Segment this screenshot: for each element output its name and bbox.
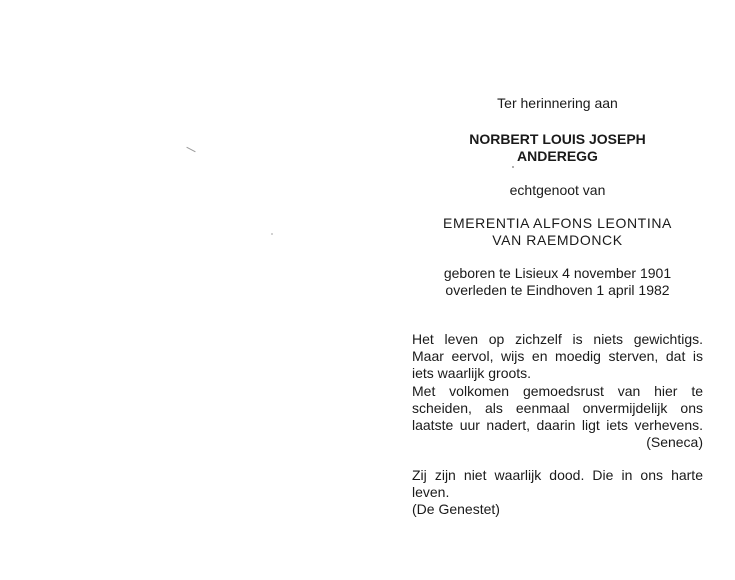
card-text-page bbox=[405, 0, 710, 580]
death-date-line: overleden te Eindhoven 1 april 1982 bbox=[445, 282, 670, 298]
deceased-name-line: NORBERT LOUIS JOSEPH bbox=[469, 131, 646, 147]
spouse-name bbox=[405, 215, 710, 249]
birth-date-line: geboren te Lisieux 4 november 1901 bbox=[443, 265, 672, 281]
genestet-quote bbox=[412, 467, 703, 519]
quote-attribution: (Seneca) bbox=[646, 434, 703, 451]
quote-line: leven. bbox=[412, 484, 450, 501]
quote-line: Zij zijn niet waarlijk dood. Die in ons harte bbox=[412, 467, 703, 483]
quote-line: scheiden, als eenmaal onvermijdelijk ons bbox=[412, 399, 703, 416]
relation-text: echtgenoot van bbox=[509, 182, 606, 198]
quote-attribution: (De Genestet) bbox=[412, 501, 500, 518]
scan-speck bbox=[512, 166, 514, 168]
deceased-name bbox=[405, 131, 710, 165]
deceased-name-line: ANDEREGG bbox=[517, 148, 598, 164]
quote-line: iets waarlijk groots. bbox=[412, 365, 532, 382]
spouse-name-line: VAN RAEMDONCK bbox=[492, 232, 623, 248]
quote-line: Met volkomen gemoedsrust van hier te bbox=[412, 382, 703, 399]
life-dates bbox=[405, 265, 710, 299]
quote-line: Maar eervol, wijs en moedig sterven, dat is bbox=[412, 348, 703, 365]
quote-line: Het leven op zichzelf is niets gewichtigs. bbox=[412, 331, 703, 347]
scan-speck bbox=[186, 147, 195, 153]
intro-text: Ter herinnering aan bbox=[497, 95, 618, 111]
seneca-quote bbox=[412, 331, 703, 451]
scan-speck bbox=[271, 233, 273, 235]
spouse-name-line: EMERENTIA ALFONS LEONTINA bbox=[443, 215, 672, 231]
quote-line: laatste uur nadert, daarin ligt iets verhevens. bbox=[412, 417, 703, 434]
